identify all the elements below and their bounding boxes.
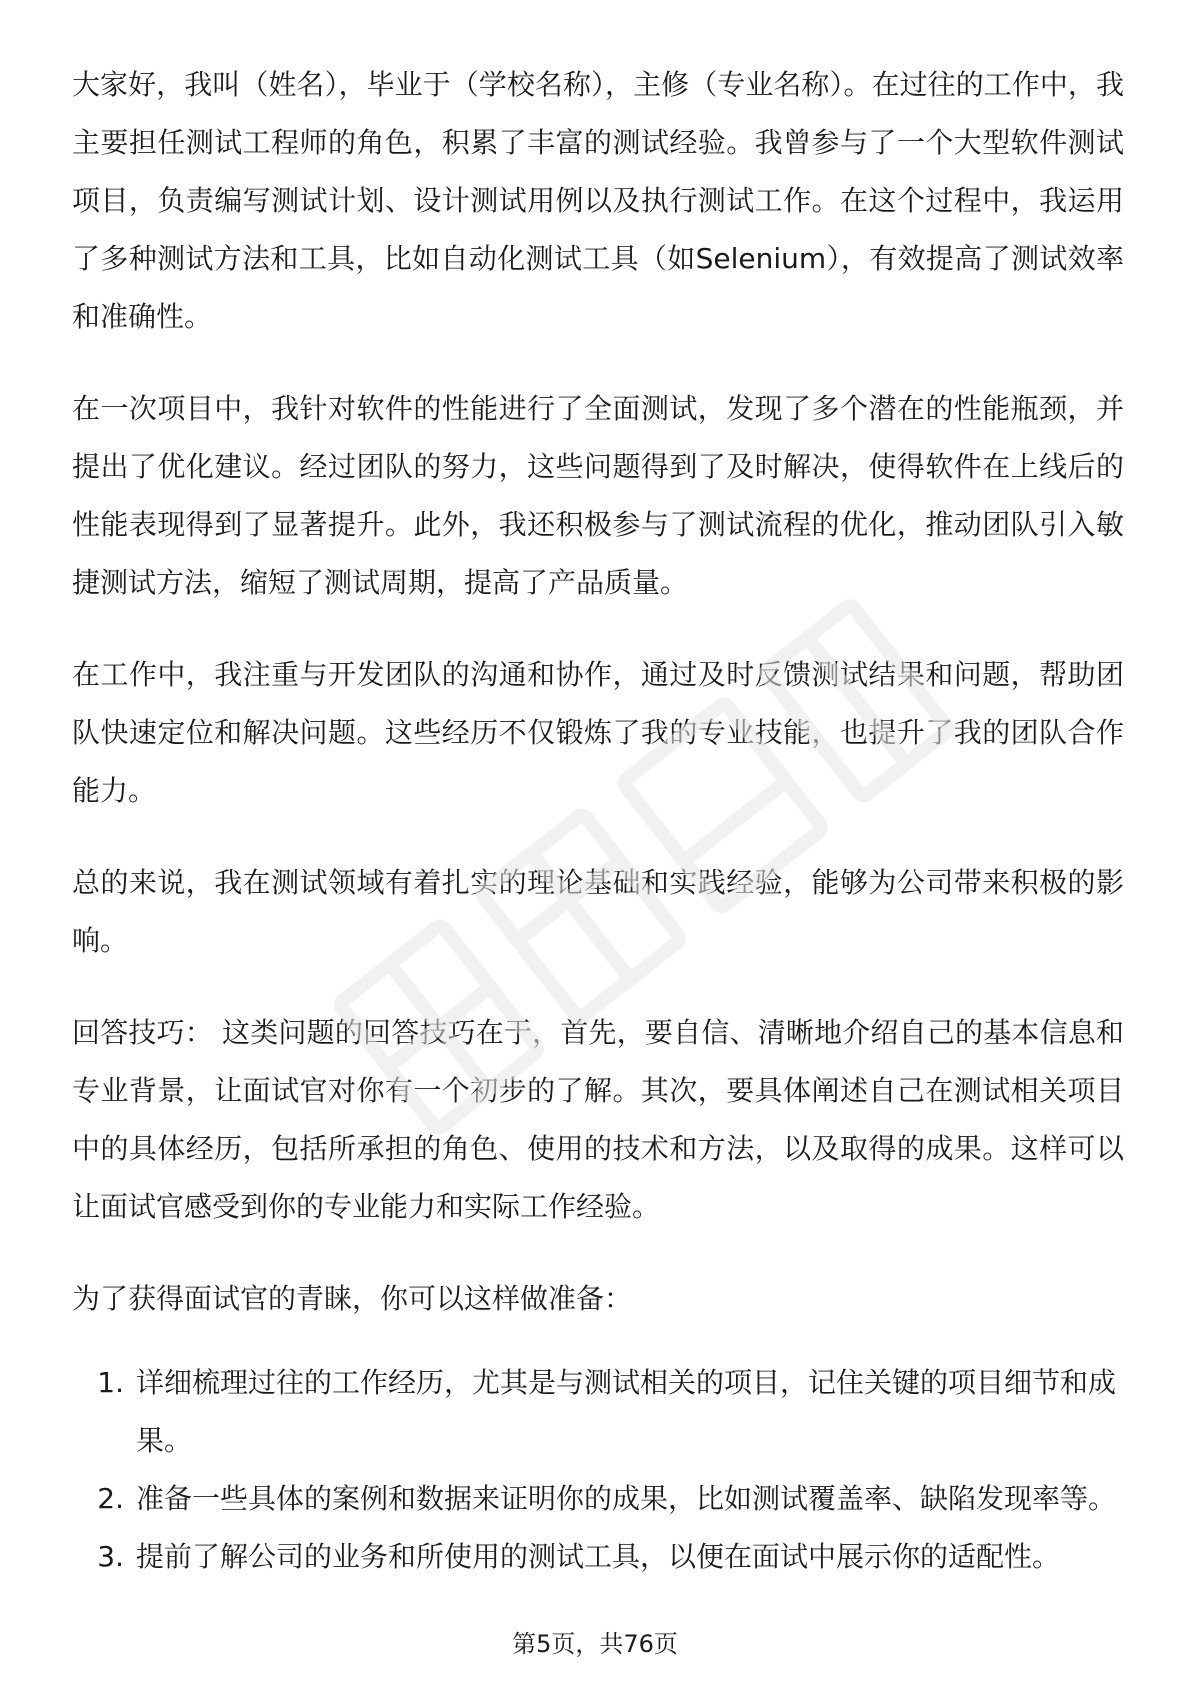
- paragraph-collaboration: 在工作中，我注重与开发团队的沟通和协作，通过及时反馈测试结果和问题，帮助团队快速定位和解决问题。这些经历不仅锻炼了我的专业技能，也提升了我的团队合作能力。: [72, 658, 1124, 807]
- list-item: [72, 1470, 1124, 1528]
- paragraph-answer-tips: 回答技巧： 这类问题的回答技巧在于，首先，要自信、清晰地介绍自己的基本信息和专业背景，让面试官对你有一个初步的了解。其次，要具体阐述自己在测试相关项目中的具体经历，包括所承担的角色、使用的技术和方法，以及取得的成果。这样可以让面试官感受到你的专业能力和实际工作经验。: [72, 1016, 1124, 1223]
- prep-list: [72, 1354, 1124, 1586]
- list-item: [72, 1354, 1124, 1470]
- page-footer: 第5页，共76页: [512, 1630, 678, 1658]
- paragraph-intro: 大家好，我叫（姓名），毕业于（学校名称），主修（专业名称）。在过往的工作中，我主要担任测试工程师的角色，积累了丰富的测试经验。我曾参与了一个大型软件测试项目，负责编写测试计划、设计测试用例以及执行测试工作。在这个过程中，我运用了多种测试方法和工具，比如自动化测试工具（如Selenium），有效提高了测试效率和准确性。: [72, 68, 1124, 333]
- document-body: [72, 56, 1124, 1586]
- list-item-number: 1.: [97, 1366, 124, 1399]
- list-item-text: 准备一些具体的案例和数据来证明你的成果，比如测试覆盖率、缺陷发现率等。: [136, 1482, 1117, 1515]
- paragraph-prep-intro: 为了获得面试官的青睐，你可以这样做准备：: [72, 1282, 633, 1315]
- list-item-text: 详细梳理过往的工作经历，尤其是与测试相关的项目，记住关键的项目细节和成果。: [136, 1366, 1117, 1457]
- paragraph-performance: 在一次项目中，我针对软件的性能进行了全面测试，发现了多个潜在的性能瓶颈，并提出了优化建议。经过团队的努力，这些问题得到了及时解决，使得软件在上线后的性能表现得到了显著提升。此外，我还积极参与了测试流程的优化，推动团队引入敏捷测试方法，缩短了测试周期，提高了产品质量。: [72, 392, 1124, 599]
- list-item: [72, 1528, 1124, 1586]
- list-item-text: 提前了解公司的业务和所使用的测试工具，以便在面试中展示你的适配性。: [136, 1540, 1061, 1573]
- paragraph-summary: 总的来说，我在测试领域有着扎实的理论基础和实践经验，能够为公司带来积极的影响。: [72, 866, 1124, 957]
- list-item-number: 3.: [97, 1540, 124, 1573]
- list-item-number: 2.: [97, 1482, 124, 1515]
